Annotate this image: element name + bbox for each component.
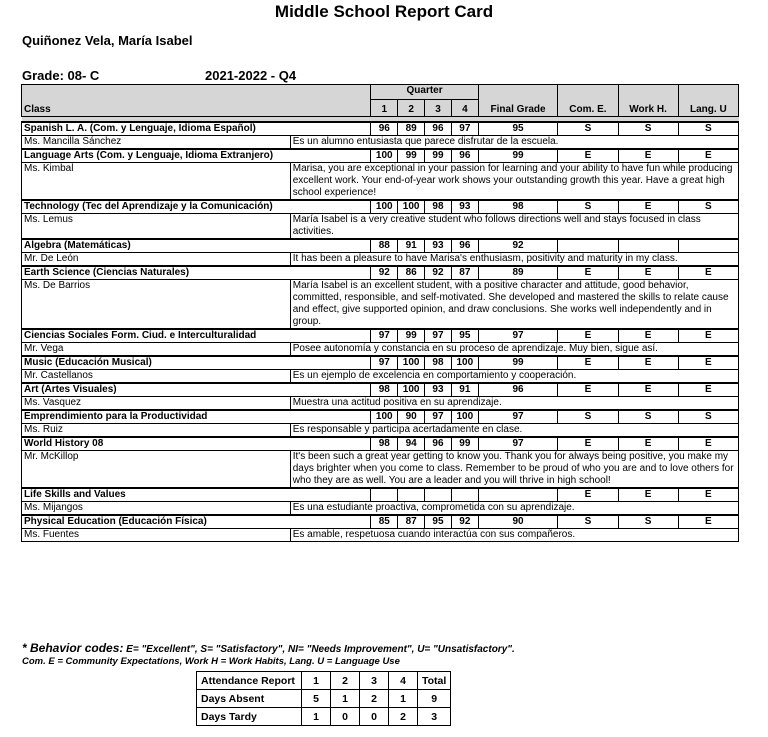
attendance-label: Days Absent [197,690,302,708]
teacher-name: Ms. Fuentes [22,529,291,542]
quarter-2-grade [398,488,425,502]
teacher-comment: Es amable, respetuosa cuando interactúa con sus compañeros. [290,529,738,542]
teacher-comment-row [22,280,739,330]
final-grade: 98 [478,200,558,214]
quarter-3-grade: 97 [425,329,452,343]
final-grade [478,488,558,502]
quarter-4-grade [451,488,478,502]
behavior-codes [22,641,515,655]
behavior-codes-text: E= "Excellent", S= "Satisfactory", NI= "Needs Improvement", U= "Unsatisfactory". [126,644,515,655]
attendance-value: 1 [331,690,360,708]
attendance-value: 1 [302,708,331,726]
header-row-quarter [22,85,739,100]
quarter-1-grade: 98 [371,437,398,451]
attendance-label: Days Tardy [197,708,302,726]
attendance-value: 3 [360,672,389,690]
quarter-4-grade: 99 [451,437,478,451]
quarter-1-grade: 92 [371,266,398,280]
com-e-code: E [558,437,618,451]
teacher-name: Ms. De Barrios [22,280,291,330]
teacher-comment: Es una estudiante proactiva, comprometida con su aprendizaje. [290,502,738,516]
work-h-code [618,239,678,253]
quarter-2-grade: 100 [398,356,425,370]
header-q3: 3 [425,100,452,117]
lang-u-code [678,239,738,253]
course-name: Earth Science (Ciencias Naturales) [22,266,371,280]
header-final-grade: Final Grade [478,85,558,117]
attendance-value: 1 [302,672,331,690]
attendance-value: 1 [389,690,418,708]
course-list [22,122,739,542]
final-grade: 92 [478,239,558,253]
quarter-1-grade: 96 [371,122,398,136]
course-name: Algebra (Matemáticas) [22,239,371,253]
teacher-name: Ms. Mancilla Sánchez [22,136,291,150]
work-h-code: E [618,266,678,280]
attendance-label: Attendance Report [197,672,302,690]
quarter-2-grade: 87 [398,515,425,529]
header-q2: 2 [398,100,425,117]
lang-u-code: S [678,122,738,136]
quarter-4-grade: 100 [451,356,478,370]
attendance-value: 5 [302,690,331,708]
course-row [22,515,739,529]
course-row [22,122,739,136]
teacher-comment: Es un alumno entusiasta que parece disfrutar de la escuela. [290,136,738,150]
teacher-comment: It has been a pleasure to have Marisa's enthusiasm, positivity and maturity in my class. [290,253,738,267]
course-name: Technology (Tec del Aprendizaje y la Comunicación) [22,200,371,214]
com-e-code: E [558,329,618,343]
lang-u-code: E [678,437,738,451]
course-name: Physical Education (Educación Física) [22,515,371,529]
quarter-2-grade: 89 [398,122,425,136]
final-grade: 96 [478,383,558,397]
course-row [22,200,739,214]
term-label: 2021-2022 - Q4 [205,68,297,83]
course-row [22,329,739,343]
course-row [22,488,739,502]
quarter-2-grade: 100 [398,383,425,397]
quarter-1-grade: 97 [371,356,398,370]
teacher-comment: It's been such a great year getting to know you. Thank you for always being positive, you make my days brighter when you come to class. Remember to be proud of who you are and to love others for who they are as well. You are a leader and you will thrive in high school! [290,451,738,489]
header-q1: 1 [371,100,398,117]
quarter-2-grade: 91 [398,239,425,253]
teacher-comment: María Isabel is a very creative student who follows directions well and stays focused in class activities. [290,214,738,240]
com-e-code: S [558,200,618,214]
quarter-2-grade: 99 [398,149,425,163]
attendance-value: 0 [331,708,360,726]
course-name: Emprendimiento para la Productividad [22,410,371,424]
attendance-value: 3 [418,708,451,726]
work-h-code: E [618,383,678,397]
quarter-3-grade: 95 [425,515,452,529]
quarter-3-grade: 93 [425,383,452,397]
teacher-name: Ms. Kimbal [22,163,291,201]
work-h-code: S [618,410,678,424]
teacher-comment-row [22,136,739,150]
quarter-3-grade: 92 [425,266,452,280]
quarter-4-grade: 96 [451,149,478,163]
course-name: Language Arts (Com. y Lenguaje, Idioma Extranjero) [22,149,371,163]
quarter-4-grade: 87 [451,266,478,280]
com-e-code: S [558,515,618,529]
attendance-row [197,690,451,708]
course-name: Spanish L. A. (Com. y Lenguaje, Idioma Español) [22,122,371,136]
final-grade: 95 [478,122,558,136]
course-row [22,383,739,397]
course-name: Life Skills and Values [22,488,371,502]
header-com-e: Com. E. [558,85,618,117]
work-h-code: E [618,329,678,343]
course-row [22,437,739,451]
final-grade: 97 [478,329,558,343]
quarter-4-grade: 96 [451,239,478,253]
final-grade: 97 [478,410,558,424]
attendance-value: 0 [360,708,389,726]
teacher-name: Mr. De León [22,253,291,267]
course-row [22,266,739,280]
teacher-comment-row [22,163,739,201]
final-grade: 99 [478,149,558,163]
header-q4: 4 [451,100,478,117]
quarter-4-grade: 97 [451,122,478,136]
attendance-value: 2 [331,672,360,690]
teacher-comment-row [22,451,739,489]
header-lang-u: Lang. U [678,85,738,117]
attendance-table [196,671,451,726]
grade-label: Grade: 08- C [22,68,100,83]
quarter-2-grade: 86 [398,266,425,280]
quarter-3-grade: 96 [425,122,452,136]
final-grade: 99 [478,356,558,370]
com-e-code: S [558,410,618,424]
quarter-3-grade: 97 [425,410,452,424]
attendance-value: 4 [389,672,418,690]
final-grade: 97 [478,437,558,451]
work-h-code: E [618,437,678,451]
attendance-row [197,708,451,726]
work-h-code: S [618,515,678,529]
attendance-value: Total [418,672,451,690]
quarter-2-grade: 90 [398,410,425,424]
teacher-comment-row [22,343,739,357]
course-row [22,239,739,253]
work-h-code: E [618,488,678,502]
course-name: Ciencias Sociales Form. Ciud. e Interculturalidad [22,329,371,343]
quarter-3-grade: 98 [425,356,452,370]
quarter-1-grade: 88 [371,239,398,253]
teacher-name: Ms. Lemus [22,214,291,240]
teacher-name: Mr. Castellanos [22,370,291,384]
quarter-3-grade [425,488,452,502]
behavior-codes-label: * Behavior codes: [22,641,124,655]
quarter-4-grade: 100 [451,410,478,424]
teacher-comment-row [22,370,739,384]
lang-u-code: E [678,149,738,163]
attendance-value: 2 [389,708,418,726]
quarter-1-grade [371,488,398,502]
teacher-name: Mr. McKillop [22,451,291,489]
teacher-comment-row [22,424,739,438]
quarter-1-grade: 98 [371,383,398,397]
teacher-comment: Posee autonomía y constancia en su proceso de aprendizaje. Muy bien, sigue así. [290,343,738,357]
teacher-name: Ms. Mijangos [22,502,291,516]
page-title: Middle School Report Card [274,2,494,21]
course-name: Art (Artes Visuales) [22,383,371,397]
teacher-comment-row [22,529,739,542]
teacher-comment-row [22,502,739,516]
lang-u-code: E [678,356,738,370]
lang-u-code: E [678,329,738,343]
quarter-1-grade: 100 [371,410,398,424]
work-h-code: S [618,122,678,136]
header-class: Class [22,85,371,117]
lang-u-code: S [678,410,738,424]
quarter-4-grade: 91 [451,383,478,397]
quarter-1-grade: 85 [371,515,398,529]
course-row [22,410,739,424]
report-card-table [21,84,739,542]
lang-u-code: E [678,515,738,529]
teacher-name: Ms. Vasquez [22,397,291,411]
teacher-comment: Muestra una actitud positiva en su aprendizaje. [290,397,738,411]
teacher-comment: Es responsable y participa acertadamente en clase. [290,424,738,438]
quarter-1-grade: 100 [371,149,398,163]
quarter-3-grade: 99 [425,149,452,163]
com-e-code: E [558,488,618,502]
attendance-value: 9 [418,690,451,708]
student-name: Quiñonez Vela, María Isabel [22,33,193,48]
work-h-code: E [618,356,678,370]
quarter-2-grade: 94 [398,437,425,451]
quarter-3-grade: 96 [425,437,452,451]
course-name: Music (Educación Musical) [22,356,371,370]
quarter-1-grade: 100 [371,200,398,214]
course-name: World History 08 [22,437,371,451]
quarter-4-grade: 95 [451,329,478,343]
quarter-4-grade: 93 [451,200,478,214]
behavior-legend: Com. E = Community Expectations, Work H = Work Habits, Lang. U = Language Use [22,656,400,667]
lang-u-code: E [678,383,738,397]
course-row [22,356,739,370]
teacher-comment: María Isabel is an excellent student, with a positive character and attitude, good behavior, committed, responsible, and self-motivated. She developed and mastered the skills to relate cause and effect, give supported opinion, and draw conclusions. She works well independently and in group. [290,280,738,330]
lang-u-code: E [678,266,738,280]
lang-u-code: E [678,488,738,502]
com-e-code: E [558,383,618,397]
teacher-comment-row [22,214,739,240]
com-e-code: E [558,356,618,370]
quarter-4-grade: 92 [451,515,478,529]
teacher-comment: Marisa, you are exceptional in your passion for learning and your ability to have fun while producing excellent work. Your end-of-year work shows your outstanding growth this year. Have a great high school experience! [290,163,738,201]
final-grade: 90 [478,515,558,529]
work-h-code: E [618,200,678,214]
course-row [22,149,739,163]
teacher-name: Ms. Ruiz [22,424,291,438]
com-e-code [558,239,618,253]
attendance-header-row [197,672,451,690]
com-e-code: S [558,122,618,136]
final-grade: 89 [478,266,558,280]
com-e-code: E [558,149,618,163]
teacher-comment-row [22,253,739,267]
quarter-1-grade: 97 [371,329,398,343]
teacher-name: Mr. Vega [22,343,291,357]
com-e-code: E [558,266,618,280]
work-h-code: E [618,149,678,163]
lang-u-code: S [678,200,738,214]
attendance-value: 2 [360,690,389,708]
quarter-3-grade: 98 [425,200,452,214]
quarter-2-grade: 99 [398,329,425,343]
quarter-3-grade: 93 [425,239,452,253]
quarter-2-grade: 100 [398,200,425,214]
header-quarter: Quarter [371,85,478,100]
teacher-comment: Es un ejemplo de excelencia en comportamiento y cooperación. [290,370,738,384]
teacher-comment-row [22,397,739,411]
header-work-h: Work H. [618,85,678,117]
